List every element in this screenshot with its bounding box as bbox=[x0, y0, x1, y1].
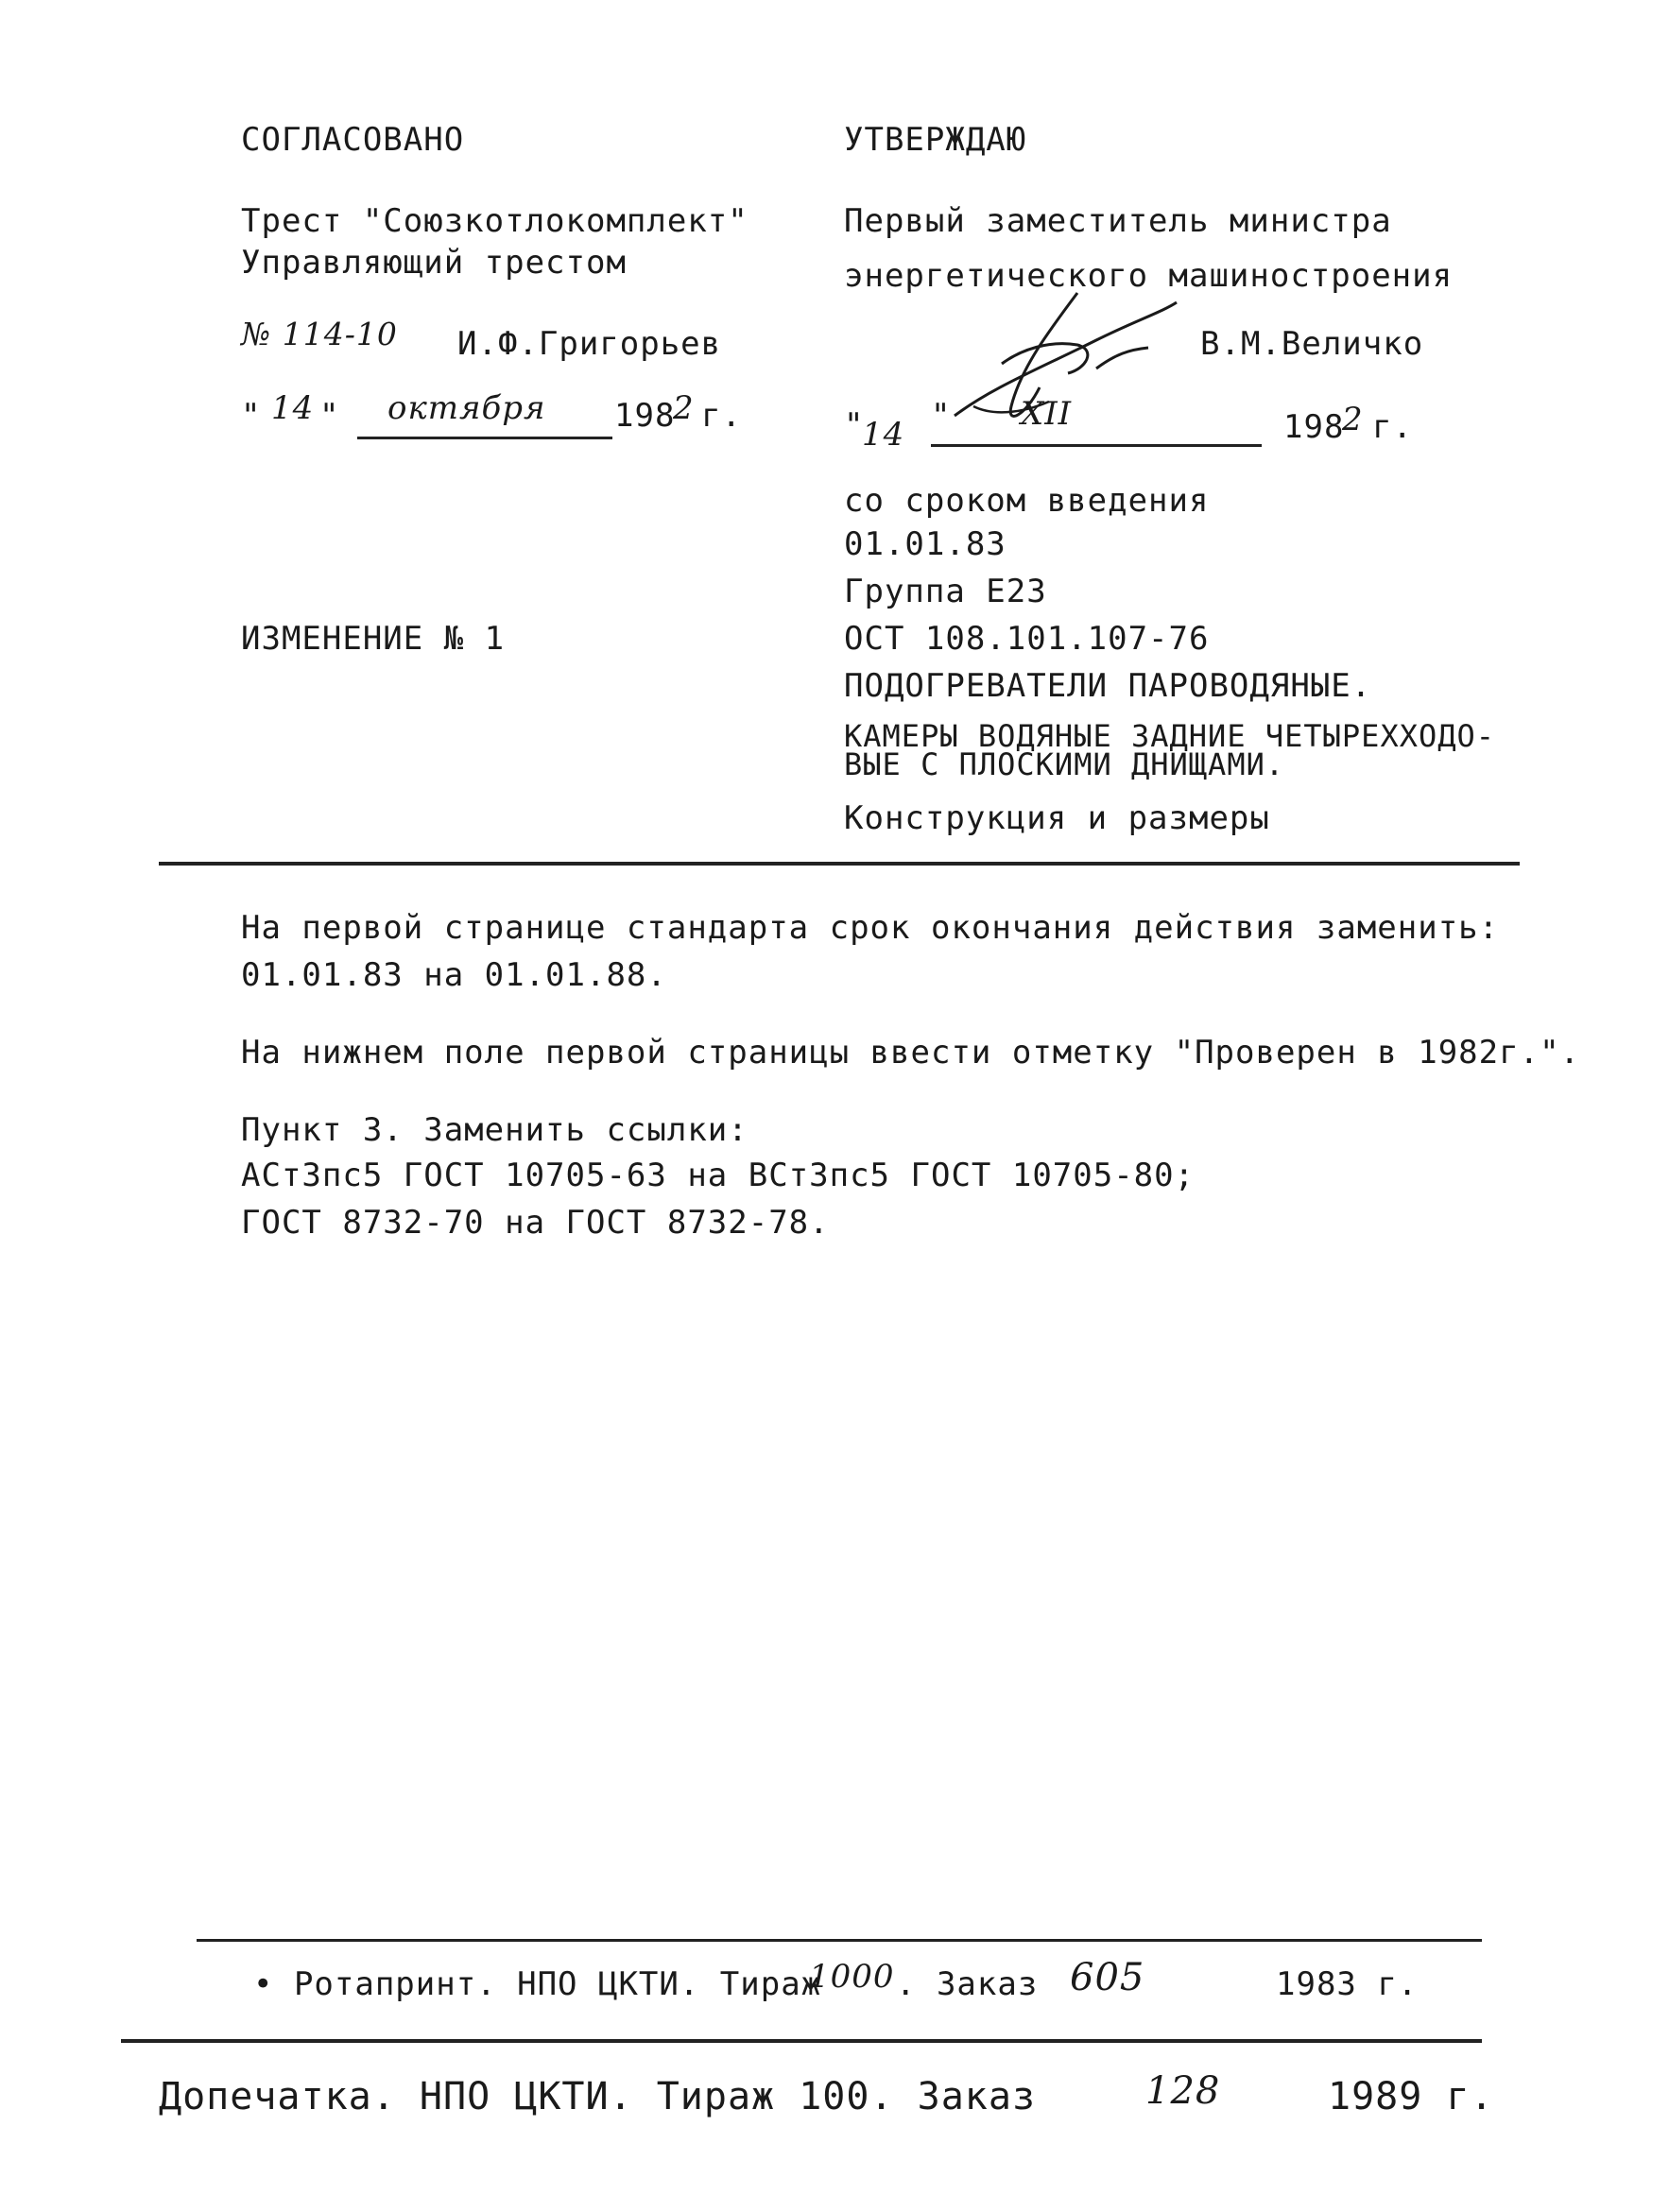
footer-divider-top bbox=[197, 1939, 1482, 1942]
imprint-1-order-label: . Заказ bbox=[896, 1965, 1039, 2003]
approved-date-quote-open: " bbox=[844, 406, 865, 444]
agreed-date-year-suffix: г. bbox=[701, 397, 742, 435]
imprint-1-run: 1000 bbox=[809, 1958, 895, 1996]
approved-date-quote-close: " bbox=[931, 397, 952, 435]
position-line-2: энергетического машиностроения bbox=[844, 257, 1454, 295]
approved-date-month: XII bbox=[1021, 395, 1073, 433]
imprint-2-order: 128 bbox=[1145, 2069, 1221, 2113]
approved-person: В.М.Величко bbox=[1200, 325, 1424, 363]
agreed-title: СОГЛАСОВАНО bbox=[241, 121, 465, 159]
standard-title-3: Конструкция и размеры bbox=[844, 799, 1270, 837]
imprint-1-year: 1983 г. bbox=[1276, 1965, 1419, 2003]
footer-divider-bottom bbox=[121, 2039, 1482, 2043]
standard-title-1: ПОДОГРЕВАТЕЛИ ПАРОВОДЯНЫЕ. bbox=[844, 667, 1372, 705]
change-label: ИЗМЕНЕНИЕ № 1 bbox=[241, 620, 506, 658]
intro-line-2: 01.01.83 bbox=[844, 525, 1007, 563]
approved-title: УТВЕРЖДАЮ bbox=[844, 121, 1027, 159]
imprint-2-prefix: Допечатка. НПО ЦКТИ. Тираж 100. Заказ bbox=[159, 2075, 1037, 2118]
body-p1-line-2: 01.01.83 на 01.01.88. bbox=[241, 956, 667, 994]
body-p2: На нижнем поле первой страницы ввести отметку "Проверен в 1982г.". bbox=[241, 1034, 1581, 1072]
standard-title-2b: ВЫЕ С ПЛОСКИМИ ДНИЩАМИ. bbox=[844, 746, 1285, 782]
approved-date-underline bbox=[931, 444, 1262, 447]
imprint-1-order: 605 bbox=[1070, 1956, 1145, 1999]
approved-date-year-digit: 2 bbox=[1342, 401, 1364, 438]
agreed-date-year-digit: 2 bbox=[673, 389, 695, 427]
agreed-date-quote-close: " bbox=[319, 397, 340, 435]
standard-number: ОСТ 108.101.107-76 bbox=[844, 620, 1210, 658]
approved-date-year-prefix: 198 bbox=[1283, 408, 1345, 446]
approved-date-day: 14 bbox=[862, 416, 905, 454]
agreed-date-day: 14 bbox=[271, 389, 315, 427]
body-p3-line-1: Пункт 3. Заменить ссылки: bbox=[241, 1111, 748, 1149]
standard-title-2a: КАМЕРЫ ВОДЯНЫЕ ЗАДНИЕ ЧЕТЫРЕХХОДО- bbox=[844, 718, 1496, 754]
imprint-2-year: 1989 г. bbox=[1328, 2075, 1494, 2118]
imprint-1-prefix: • Ротапринт. НПО ЦКТИ. Тираж bbox=[253, 1965, 822, 2003]
body-p3-line-2: АСт3пс5 ГОСТ 10705-63 на ВСт3пс5 ГОСТ 10705-80; bbox=[241, 1157, 1196, 1194]
header-divider bbox=[159, 862, 1520, 866]
group-label: Группа Е23 bbox=[844, 573, 1047, 610]
body-p1-line-1: На первой странице стандарта срок окончания действия заменить: bbox=[241, 909, 1500, 947]
agreed-person: И.Ф.Григорьев bbox=[457, 325, 722, 363]
approved-date-year-suffix: г. bbox=[1372, 408, 1413, 446]
body-p3-line-3: ГОСТ 8732-70 на ГОСТ 8732-78. bbox=[241, 1204, 830, 1242]
intro-line-1: со сроком введения bbox=[844, 482, 1210, 520]
agreed-date-month: октября bbox=[387, 389, 546, 427]
agreed-date-quote-open: " bbox=[241, 397, 262, 435]
position-line-1: Первый заместитель министра bbox=[844, 202, 1392, 240]
org-line-1: Трест "Союзкотлокомплект" bbox=[241, 202, 748, 240]
agreed-date-year-prefix: 198 bbox=[614, 397, 676, 435]
org-line-2: Управляющий трестом bbox=[241, 244, 627, 282]
doc-number: № 114-10 bbox=[241, 316, 398, 352]
agreed-date-underline bbox=[357, 437, 612, 439]
